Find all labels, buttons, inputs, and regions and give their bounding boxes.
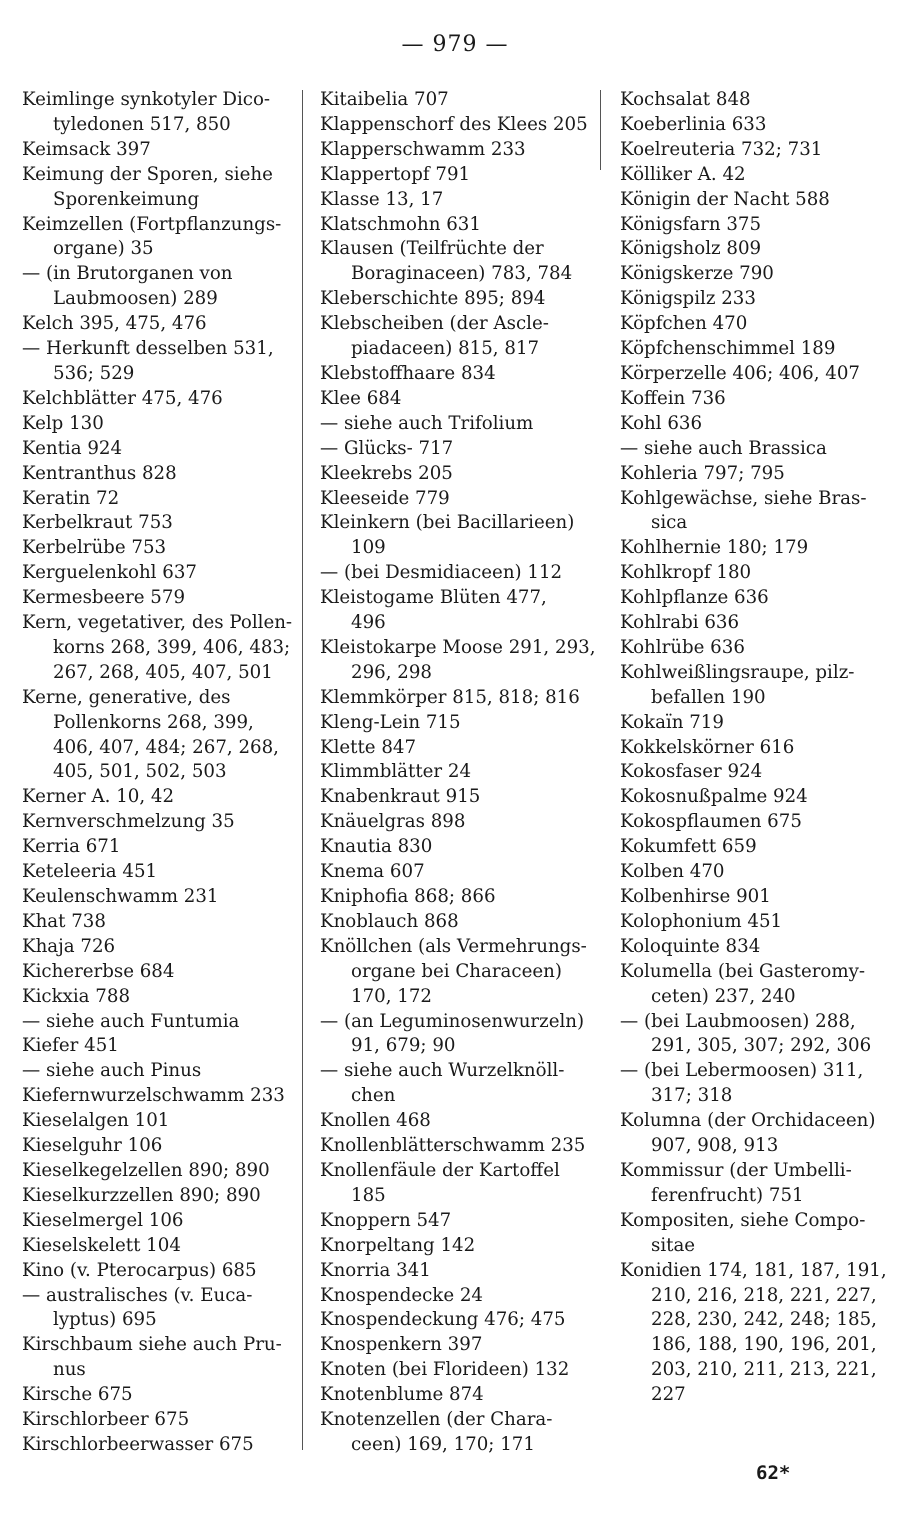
index-entry-line: Kieselalgen 101 [22, 1110, 170, 1132]
index-entry-line: 907, 908, 913 [651, 1135, 779, 1157]
index-entry-line: Koffein 736 [620, 387, 726, 409]
index-entry-line: Königsholz 809 [620, 238, 762, 260]
index-entry [620, 113, 892, 138]
index-entry-line: Kelchblätter 475, 476 [22, 387, 223, 409]
index-entry [620, 711, 892, 736]
index-entry [620, 960, 892, 1010]
index-entry-line: Kichererbse 684 [22, 960, 175, 982]
index-entry-line: 496 [351, 612, 386, 634]
index-entry-line: befallen 190 [651, 686, 766, 708]
index-entry-line: Knautia 830 [320, 836, 433, 858]
index-entry [320, 935, 592, 1010]
index-entry [22, 1259, 297, 1284]
index-entry-line: Kohleria 797; 795 [620, 462, 785, 484]
index-entry-line: piadaceen) 815, 817 [351, 338, 540, 360]
index-entry [320, 835, 592, 860]
index-entry-line: Boraginaceen) 783, 784 [351, 263, 573, 285]
index-entry-line: Kieselmergel 106 [22, 1209, 184, 1231]
index-entry [620, 810, 892, 835]
index-entry-line: Kirschbaum siehe auch Pru- [22, 1334, 282, 1356]
index-entry [320, 586, 592, 636]
index-entry-line: Knollen 468 [320, 1110, 431, 1132]
index-entry-line: Kolumella (bei Gasteromy- [620, 960, 866, 982]
index-entry-line: Kohl 636 [620, 412, 703, 434]
index-entry [22, 785, 297, 810]
index-entry [320, 561, 592, 586]
index-entry [22, 1084, 297, 1109]
index-entry [320, 711, 592, 736]
index-entry-line: Kokkelskörner 616 [620, 736, 795, 758]
index-entry-line: Kolumna (der Orchidaceen) [620, 1110, 876, 1132]
index-entry-line: Klee 684 [320, 387, 402, 409]
index-entry [22, 337, 297, 387]
index-entry-line: Kirsche 675 [22, 1384, 133, 1406]
index-entry-line: Knoppern 547 [320, 1209, 452, 1231]
index-entry [320, 113, 592, 138]
index-entry [320, 487, 592, 512]
index-entry-line: organe) 35 [53, 238, 154, 260]
index-entry-line: Keteleeria 451 [22, 861, 158, 883]
index-entry [22, 1034, 297, 1059]
index-entry-line: 267, 268, 405, 407, 501 [53, 661, 273, 683]
index-entry-line: Kohlrübe 636 [620, 636, 745, 658]
index-entry [620, 835, 892, 860]
index-entry-line: 170, 172 [351, 985, 432, 1007]
column-divider [302, 90, 303, 1450]
index-entry [320, 1134, 592, 1159]
index-entry-line: — siehe auch Trifolium [320, 412, 534, 434]
index-entry-line: Kleinkern (bei Bacillarieen) [320, 512, 575, 534]
index-entry [620, 287, 892, 312]
index-entry-line: Klasse 13, 17 [320, 188, 444, 210]
index-entry-line: Kermesbeere 579 [22, 587, 186, 609]
index-entry-line: Knotenblume 874 [320, 1384, 484, 1406]
index-entry [620, 337, 892, 362]
index-entry-line: Kleistogame Blüten 477, [320, 587, 547, 609]
index-entry-line: Knäuelgras 898 [320, 811, 466, 833]
index-entry [320, 287, 592, 312]
index-entry-line: Klausen (Teilfrüchte der [320, 238, 544, 260]
index-entry [620, 860, 892, 885]
index-entry-line: Kompositen, siehe Compo- [620, 1209, 866, 1231]
index-entry-line: 109 [351, 537, 386, 559]
index-entry-line: Kelch 395, 475, 476 [22, 313, 207, 335]
index-entry-line: 185 [351, 1184, 386, 1206]
index-entry-line: Keratin 72 [22, 487, 120, 509]
index-entry-line: Kerne, generative, des [22, 686, 231, 708]
index-entry [320, 686, 592, 711]
index-entry [22, 487, 297, 512]
index-entry [620, 138, 892, 163]
index-entry-line: Kelp 130 [22, 412, 104, 434]
index-entry-line: — siehe auch Wurzelknöll- [320, 1060, 565, 1082]
index-entry [620, 88, 892, 113]
index-entry-line: Kohlrabi 636 [620, 612, 740, 634]
index-entry [320, 188, 592, 213]
index-entry-line: Knospendecke 24 [320, 1284, 484, 1306]
index-entry [22, 1059, 297, 1084]
index-entry [22, 1109, 297, 1134]
index-entry [320, 88, 592, 113]
index-entry [22, 536, 297, 561]
index-entry [620, 661, 892, 711]
index-entry-line: ceen) 169, 170; 171 [351, 1433, 535, 1455]
index-entry-line: Knema 607 [320, 861, 425, 883]
index-entry-line: — (in Brutorganen von [22, 263, 233, 285]
index-entry [22, 1284, 297, 1334]
index-entry [22, 686, 297, 786]
index-entry [22, 1333, 297, 1383]
index-entry [620, 1159, 892, 1209]
index-entry [320, 885, 592, 910]
index-entry-line: — (an Leguminosenwurzeln) [320, 1010, 585, 1032]
index-entry [620, 462, 892, 487]
index-entry-line: Kieselskelett 104 [22, 1234, 181, 1256]
index-entry-line: Kohlgewächse, siehe Bras- [620, 487, 867, 509]
index-entry-line: korns 268, 399, 406, 483; [53, 636, 291, 658]
index-entry-line: Kerguelenkohl 637 [22, 562, 197, 584]
index-entry-line: Knospendeckung 476; 475 [320, 1309, 566, 1331]
index-entry [22, 511, 297, 536]
index-entry [620, 736, 892, 761]
index-entry [320, 412, 592, 437]
index-entry [320, 511, 592, 561]
index-entry [320, 1333, 592, 1358]
index-entry [320, 1010, 592, 1060]
index-entry-line: Kieselkegelzellen 890; 890 [22, 1159, 270, 1181]
page-number: — 979 — [401, 32, 509, 57]
index-entry-line: Knöllchen (als Vermehrungs- [320, 935, 587, 957]
index-entry-line: — Glücks- 717 [320, 437, 454, 459]
index-entry [620, 163, 892, 188]
index-entry [620, 785, 892, 810]
index-entry-line: Klette 847 [320, 736, 417, 758]
index-entry-line: chen [351, 1085, 396, 1107]
index-entry [620, 760, 892, 785]
index-entry-line: sitae [651, 1234, 696, 1256]
index-entry-line: ceten) 237, 240 [651, 985, 796, 1007]
index-entry [620, 1109, 892, 1159]
index-entry-line: Klebstoffhaare 834 [320, 362, 496, 384]
index-entry [320, 1308, 592, 1333]
index-entry-line: Kirschlorbeerwasser 675 [22, 1433, 254, 1455]
index-entry-line: Keimsack 397 [22, 138, 151, 160]
index-entry [620, 1059, 892, 1109]
index-entry [22, 1433, 297, 1458]
index-column-right [620, 88, 892, 1408]
index-entry-line: 186, 188, 190, 196, 201, [651, 1334, 877, 1356]
index-entry [320, 910, 592, 935]
index-entry [22, 611, 297, 686]
index-entry-line: 91, 679; 90 [351, 1035, 456, 1057]
index-entry [22, 985, 297, 1010]
index-entry-line: Kirschlorbeer 675 [22, 1409, 190, 1431]
index-entry-line: Klapperschwamm 233 [320, 138, 526, 160]
index-entry [620, 636, 892, 661]
index-entry [22, 1408, 297, 1433]
index-entry [620, 487, 892, 537]
index-entry [620, 213, 892, 238]
index-entry-line: Knollenfäule der Kartoffel [320, 1159, 560, 1181]
index-entry-line: Khat 738 [22, 910, 106, 932]
index-entry [620, 611, 892, 636]
index-entry-line: 228, 230, 242, 248; 185, [651, 1309, 877, 1331]
index-entry-line: — (bei Desmidiaceen) 112 [320, 562, 563, 584]
index-entry [22, 213, 297, 263]
index-entry [320, 1358, 592, 1383]
index-entry-line: Klatschmohn 631 [320, 213, 481, 235]
index-entry-line: 406, 407, 484; 267, 268, [53, 736, 279, 758]
index-entry-line: Knorria 341 [320, 1259, 431, 1281]
index-entry-line: Köpfchenschimmel 189 [620, 338, 836, 360]
index-entry-line: Kolophonium 451 [620, 910, 783, 932]
index-entry-line: Königspilz 233 [620, 288, 756, 310]
index-entry-line: Kerbelrübe 753 [22, 537, 167, 559]
index-entry-line: Königsfarn 375 [620, 213, 762, 235]
index-entry-line: Kino (v. Pterocarpus) 685 [22, 1259, 257, 1281]
index-entry-line: Kohlpflanze 636 [620, 587, 769, 609]
index-entry-line: Kickxia 788 [22, 985, 131, 1007]
index-entry [320, 163, 592, 188]
index-entry [22, 88, 297, 138]
index-entry [22, 935, 297, 960]
index-entry [620, 935, 892, 960]
index-entry [22, 1184, 297, 1209]
index-entry [620, 387, 892, 412]
index-entry [620, 910, 892, 935]
index-entry [320, 1209, 592, 1234]
index-entry [22, 1209, 297, 1234]
index-entry [22, 387, 297, 412]
index-entry-line: Keimung der Sporen, siehe [22, 163, 273, 185]
index-entry [320, 1383, 592, 1408]
index-column-left [22, 88, 297, 1458]
index-entry-line: 296, 298 [351, 661, 432, 683]
index-entry [320, 1109, 592, 1134]
index-entry [320, 387, 592, 412]
index-entry [22, 262, 297, 312]
index-entry-line: tyledonen 517, 850 [53, 113, 231, 135]
index-entry [620, 1010, 892, 1060]
index-entry-line: Kentia 924 [22, 437, 123, 459]
index-entry-line: nus [53, 1359, 86, 1381]
index-entry-line: 536; 529 [53, 362, 135, 384]
index-entry-line: Kitaibelia 707 [320, 89, 449, 110]
index-entry [22, 437, 297, 462]
index-entry-line: Kochsalat 848 [620, 89, 751, 110]
index-entry [22, 1383, 297, 1408]
index-entry [320, 1284, 592, 1309]
index-entry-line: — (bei Laubmoosen) 288, [620, 1010, 856, 1032]
index-entry-line: organe bei Characeen) [351, 960, 562, 982]
index-entry-line: — siehe auch Brassica [620, 437, 827, 459]
index-entry [620, 262, 892, 287]
index-entry-line: — siehe auch Pinus [22, 1060, 202, 1082]
index-entry-line: Knotenzellen (der Chara- [320, 1409, 553, 1431]
index-entry [620, 1259, 892, 1408]
index-entry-line: Klappenschorf des Klees 205 [320, 113, 588, 135]
index-entry-line: Knoblauch 868 [320, 910, 459, 932]
index-entry-line: Kerria 671 [22, 836, 121, 858]
index-entry-line: Kohlweißlingsraupe, pilz- [620, 661, 855, 683]
index-entry-line: ferenfrucht) 751 [651, 1184, 804, 1206]
index-entry [620, 188, 892, 213]
index-entry-line: Kleistokarpe Moose 291, 293, [320, 636, 596, 658]
index-entry-line: Kommissur (der Umbelli- [620, 1159, 852, 1181]
index-entry [320, 462, 592, 487]
index-entry-line: Koloquinte 834 [620, 935, 761, 957]
index-entry-line: Kieselkurzzellen 890; 890 [22, 1184, 261, 1206]
index-entry [620, 412, 892, 437]
index-entry-line: Kohlkropf 180 [620, 562, 752, 584]
index-entry [320, 1408, 592, 1458]
index-entry-line: lyptus) 695 [53, 1309, 157, 1331]
index-entry [22, 885, 297, 910]
index-entry [320, 312, 592, 362]
index-entry [320, 1234, 592, 1259]
index-entry [22, 960, 297, 985]
index-entry [320, 362, 592, 387]
index-entry-line: Konidien 174, 181, 187, 191, [620, 1259, 887, 1281]
signature-mark: 62* [756, 1462, 791, 1484]
index-entry-line: Kolben 470 [620, 861, 725, 883]
index-entry-line: 291, 305, 307; 292, 306 [651, 1035, 872, 1057]
index-entry-line: Koelreuteria 732; 731 [620, 138, 823, 160]
index-entry-line: Königskerze 790 [620, 263, 774, 285]
index-entry [320, 760, 592, 785]
index-entry [320, 138, 592, 163]
index-entry-line: 203, 210, 211, 213, 221, [651, 1359, 877, 1381]
index-entry-line: Köpfchen 470 [620, 313, 748, 335]
index-entry-line: Kiefernwurzelschwamm 233 [22, 1085, 285, 1107]
index-entry [22, 910, 297, 935]
index-entry-line: Kern, vegetativer, des Pollen- [22, 612, 293, 634]
index-entry-line: 317; 318 [651, 1085, 733, 1107]
index-entry-line: Kleng-Lein 715 [320, 711, 461, 733]
index-entry-line: Kleberschichte 895; 894 [320, 288, 546, 310]
index-entry-line: Kölliker A. 42 [620, 163, 746, 185]
index-entry-line: — Herkunft desselben 531, [22, 338, 274, 360]
index-entry-line: Körperzelle 406; 406, 407 [620, 362, 860, 384]
index-entry [620, 312, 892, 337]
index-entry [320, 1059, 592, 1109]
index-entry-line: Kokaïn 719 [620, 711, 724, 733]
index-entry [620, 437, 892, 462]
index-entry-line: Kernverschmelzung 35 [22, 811, 235, 833]
index-entry-line: Königin der Nacht 588 [620, 188, 830, 210]
index-entry [22, 810, 297, 835]
index-entry-line: Kohlhernie 180; 179 [620, 537, 809, 559]
index-entry [620, 237, 892, 262]
index-entry [320, 785, 592, 810]
index-entry [620, 561, 892, 586]
index-entry [22, 138, 297, 163]
index-entry-line: Klemmkörper 815, 818; 816 [320, 686, 580, 708]
index-entry-line: Knorpeltang 142 [320, 1234, 476, 1256]
index-entry [22, 561, 297, 586]
index-entry-line: Sporenkeimung [53, 188, 200, 210]
index-entry [620, 362, 892, 387]
index-entry-line: Pollenkorns 268, 399, [53, 711, 254, 733]
index-entry-line: 227 [651, 1384, 686, 1406]
index-entry [22, 586, 297, 611]
index-entry-line: Knollenblätterschwamm 235 [320, 1135, 586, 1157]
index-entry-line: Kokosfaser 924 [620, 761, 763, 783]
index-entry [22, 1010, 297, 1035]
index-entry [22, 1234, 297, 1259]
index-entry [22, 860, 297, 885]
index-entry-line: Kleekrebs 205 [320, 462, 453, 484]
index-entry-line: Klimmblätter 24 [320, 761, 472, 783]
index-entry-line: Laubmoosen) 289 [53, 288, 218, 310]
index-entry-line: Kerbelkraut 753 [22, 512, 173, 534]
index-entry-line: Kokosnußpalme 924 [620, 786, 808, 808]
index-entry [22, 1159, 297, 1184]
index-entry [620, 586, 892, 611]
index-entry [320, 736, 592, 761]
index-entry [320, 636, 596, 686]
index-entry-line: Kentranthus 828 [22, 462, 177, 484]
index-entry-line: Kerner A. 10, 42 [22, 786, 175, 808]
index-entry-line: Kiefer 451 [22, 1035, 119, 1057]
index-entry-line: Kieselguhr 106 [22, 1135, 163, 1157]
index-entry [620, 885, 892, 910]
index-entry [22, 1134, 297, 1159]
index-entry [320, 1259, 592, 1284]
index-entry [22, 462, 297, 487]
index-entry-line: Keimzellen (Fortpflanzungs- [22, 213, 282, 235]
index-entry-line: Kolbenhirse 901 [620, 886, 771, 907]
index-entry-line: Keulenschwamm 231 [22, 886, 219, 907]
column-divider [600, 90, 601, 170]
index-entry [320, 860, 592, 885]
index-entry-line: Knabenkraut 915 [320, 786, 481, 808]
index-entry-line: 210, 216, 218, 221, 227, [651, 1284, 877, 1306]
index-entry-line: — (bei Lebermoosen) 311, [620, 1060, 864, 1082]
index-entry-line: Koeberlinia 633 [620, 113, 767, 135]
index-entry-line: — australisches (v. Euca- [22, 1284, 253, 1306]
index-entry [22, 312, 297, 337]
index-entry-line: Kokumfett 659 [620, 836, 757, 858]
index-entry-line: sica [651, 512, 688, 534]
index-entry-line: Klappertopf 791 [320, 163, 471, 185]
index-entry [620, 1209, 892, 1259]
index-entry [22, 835, 297, 860]
index-entry [320, 437, 592, 462]
index-entry [320, 237, 592, 287]
index-entry-line: Klebscheiben (der Ascle- [320, 313, 549, 335]
index-entry [320, 213, 592, 238]
index-entry [320, 810, 592, 835]
index-entry-line: Knospenkern 397 [320, 1334, 483, 1356]
index-entry [320, 1159, 592, 1209]
index-entry [22, 163, 297, 213]
index-entry-line: Keimlinge synkotyler Dico- [22, 89, 271, 110]
index-entry-line: Kleeseide 779 [320, 487, 450, 509]
index-entry-line: Khaja 726 [22, 935, 116, 957]
index-column-middle [320, 88, 596, 1458]
index-entry-line: — siehe auch Funtumia [22, 1010, 240, 1032]
index-entry-line: Kniphofia 868; 866 [320, 886, 496, 907]
index-entry-line: 405, 501, 502, 503 [53, 761, 227, 783]
index-entry [22, 412, 297, 437]
index-entry-line: Knoten (bei Florideen) 132 [320, 1359, 570, 1381]
index-entry-line: Kokospflaumen 675 [620, 811, 802, 833]
index-entry [620, 536, 892, 561]
